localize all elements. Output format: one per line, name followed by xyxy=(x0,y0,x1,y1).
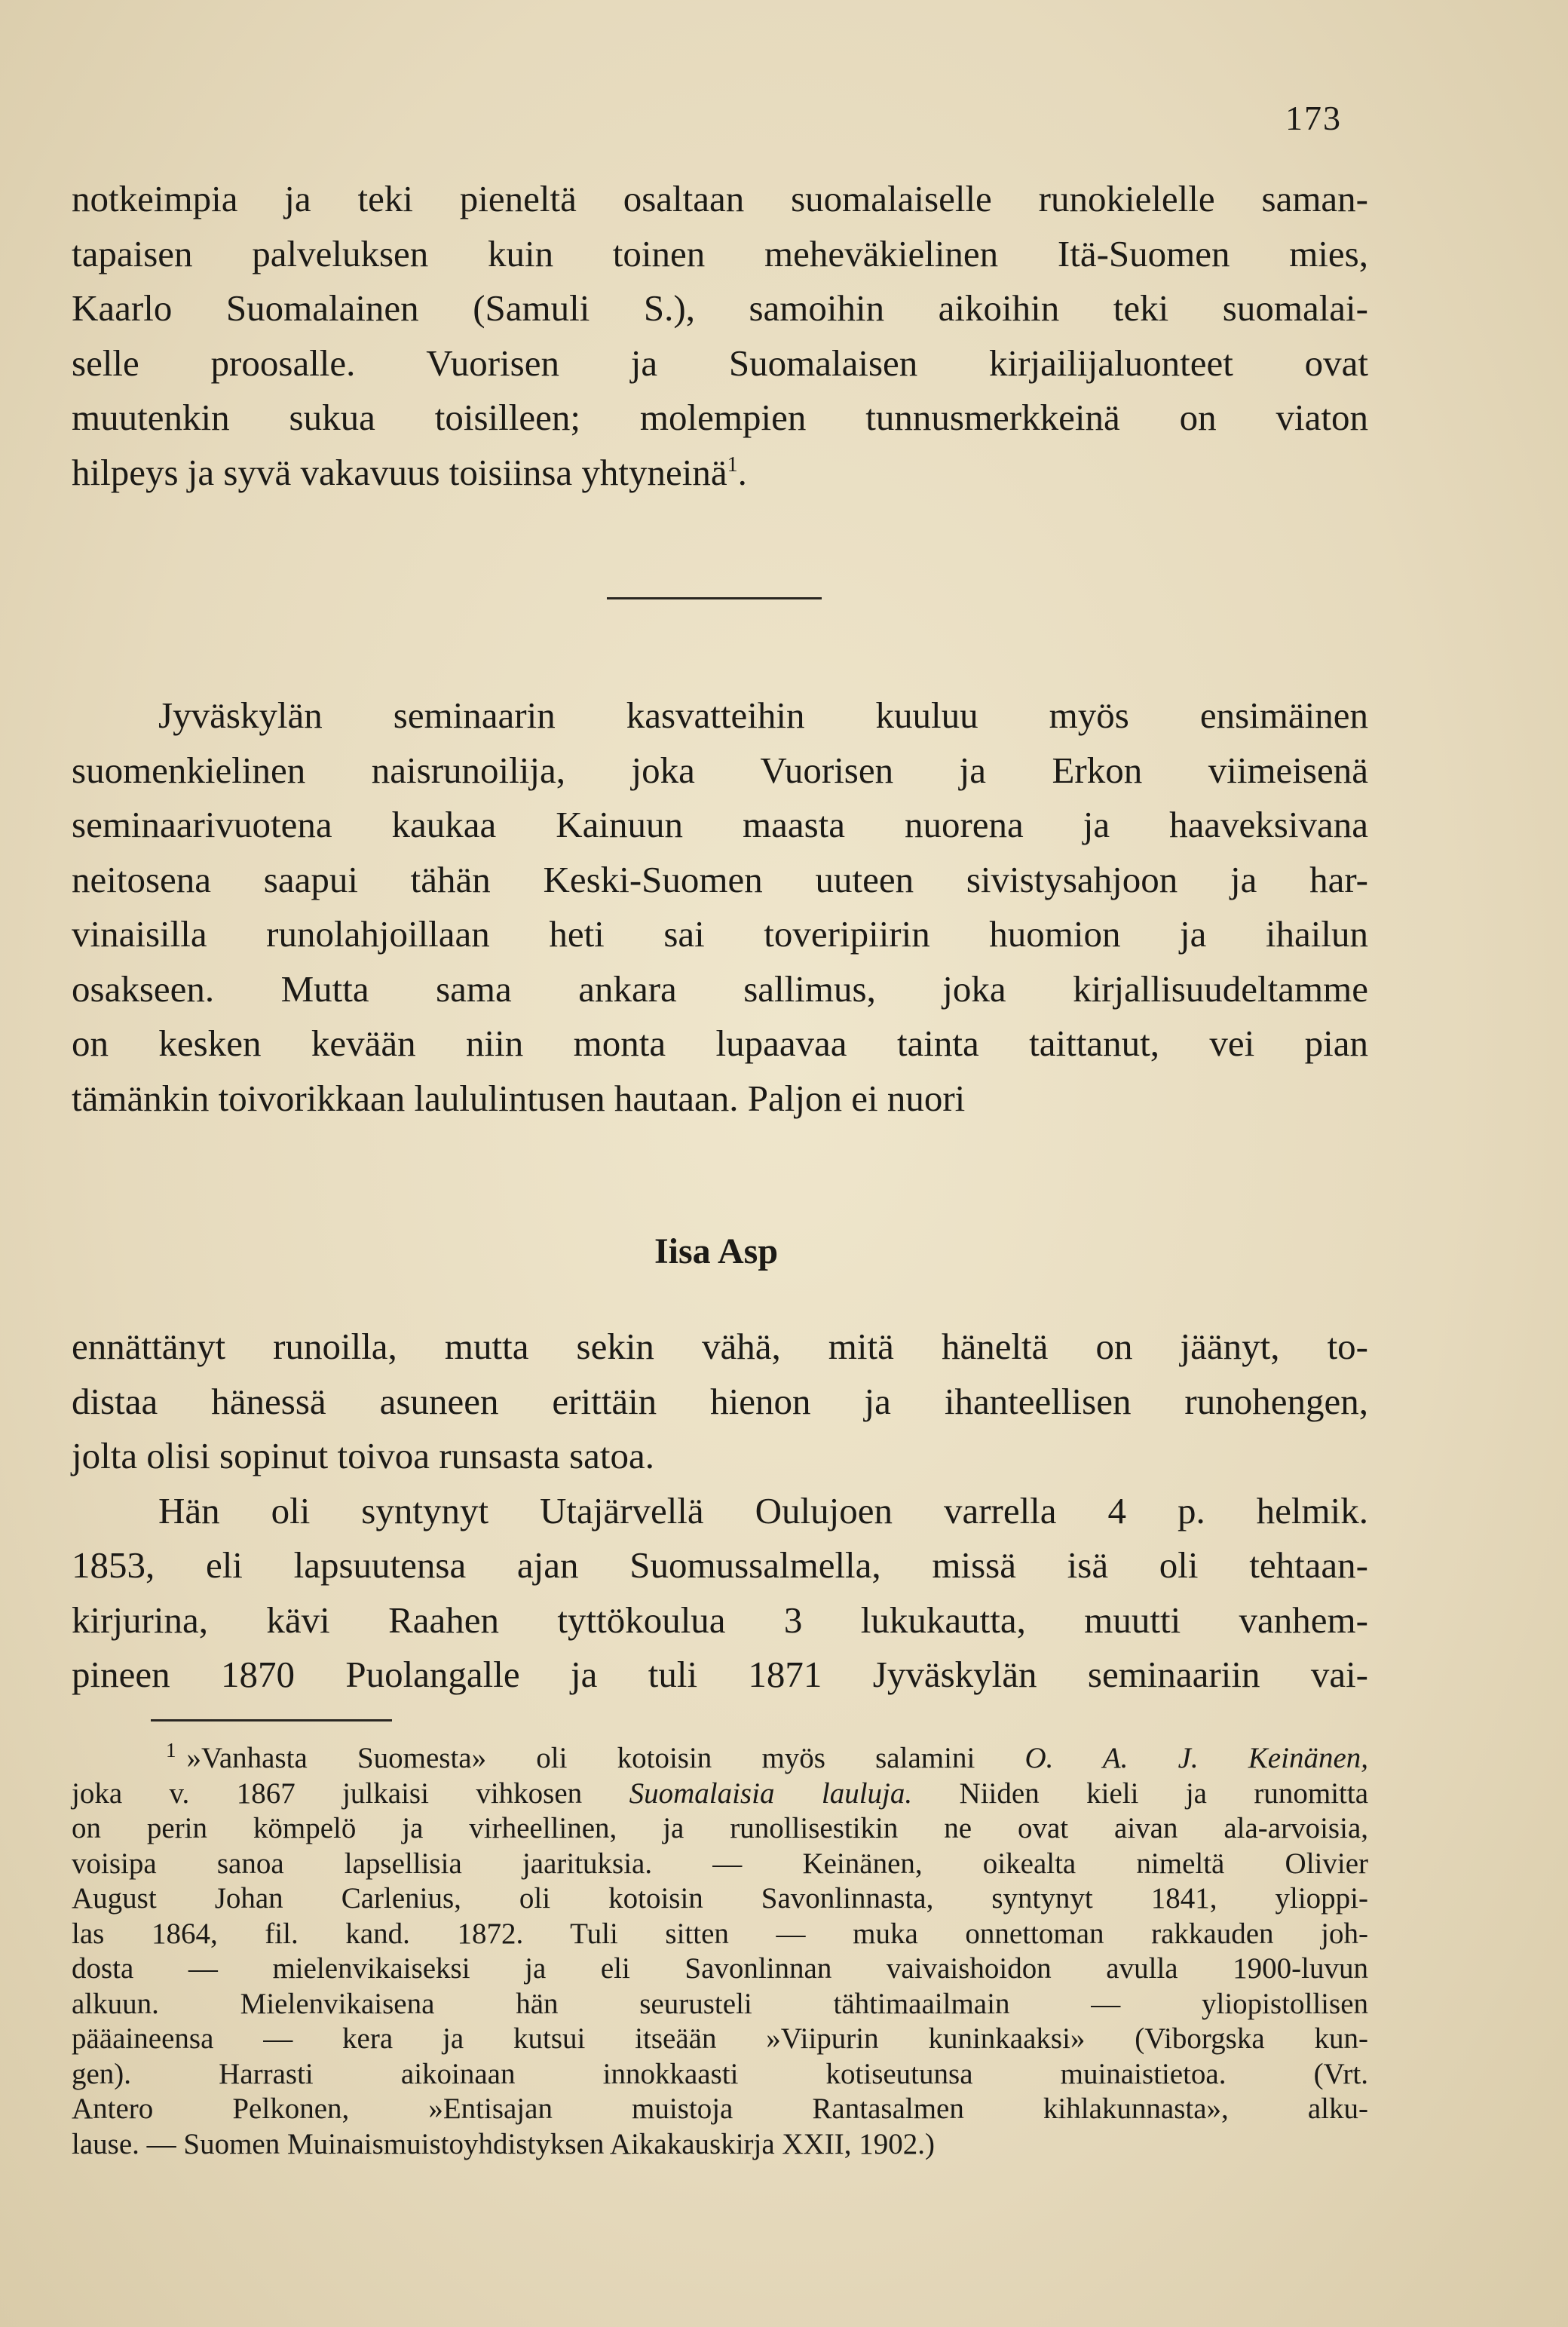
paragraph-3 xyxy=(72,1320,1368,1703)
section-divider xyxy=(607,597,822,599)
footnote-line: alkuun. Mielenvikaisena hän seurusteli tähtimaailmain — yliopistollisen xyxy=(72,1987,1368,2020)
text-line: vinaisilla runolahjoillaan heti sai toveripiirin huomion ja ihailun xyxy=(72,913,1368,955)
footnote-text: joka v. 1867 julkaisi vihkosen xyxy=(72,1777,583,1810)
footnote-line xyxy=(72,1777,1368,1812)
footnote-mark: 1 xyxy=(166,1739,176,1761)
text-line: kirjurina, kävi Raahen tyttökoulua 3 lukukautta, muutti vanhem- xyxy=(72,1599,1368,1641)
footnote-line: on perin kömpelö ja virheellinen, ja runollisestikin ne ovat aivan ala-arvoisia, xyxy=(72,1812,1368,1844)
footnote-line xyxy=(72,1733,1368,1777)
text-line: suomenkielinen naisrunoilija, joka Vuorisen ja Erkon viimeisenä xyxy=(72,749,1368,791)
footnote-line: pääaineensa — kera ja kutsui itseään »Viipurin kuninkaaksi» (Viborgska kun- xyxy=(72,2022,1368,2055)
footnote-line: dosta — mielenvikaiseksi ja eli Savonlinnan vaivaishoidon avulla 1900-luvun xyxy=(72,1952,1368,1985)
text-line: selle proosalle. Vuorisen ja Suomalaisen kirjailijaluonteet ovat xyxy=(72,342,1368,384)
text-line-content: hilpeys ja syvä vakavuus toisiinsa yhtyneinä xyxy=(72,451,727,493)
text-line-end: . xyxy=(737,451,747,493)
section-heading: Iisa Asp xyxy=(654,1231,779,1271)
text-line: Hän oli syntynyt Utajärvellä Oulujoen varrella 4 p. helmik. xyxy=(158,1489,1368,1531)
paragraph-2 xyxy=(72,688,1368,1126)
text-line: tapaisen palveluksen kuin toinen meheväkielinen Itä-Suomen mies, xyxy=(72,232,1368,274)
footnote xyxy=(72,1733,1368,2162)
footnote-reference: 1 xyxy=(727,452,738,477)
text-line: Kaarlo Suomalainen (Samuli S.), samoihin aikoihin teki suomalai- xyxy=(72,287,1368,329)
text-line: on kesken kevään niin monta lupaavaa tainta taittanut, vei pian xyxy=(72,1022,1368,1064)
footnote-line: lause. — Suomen Muinaismuistoyhdistyksen Aikakauskirja XXII, 1902.) xyxy=(72,2127,935,2160)
page-number: 173 xyxy=(1285,99,1342,137)
paragraph-1 xyxy=(72,172,1368,500)
text-line: Jyväskylän seminaarin kasvatteihin kuuluu myös ensimäinen xyxy=(158,694,1368,736)
text-line: 1853, eli lapsuutensa ajan Suomussalmella, missä isä oli tehtaan- xyxy=(72,1544,1368,1586)
text-line: notkeimpia ja teki pieneltä osaltaan suomalaiselle runokielelle saman- xyxy=(72,178,1368,219)
footnote-line: las 1864, fil. kand. 1872. Tuli sitten — muka onnettoman rakkauden joh- xyxy=(72,1917,1368,1950)
text-line: pineen 1870 Puolangalle ja tuli 1871 Jyväskylän seminaariin vai- xyxy=(72,1654,1368,1695)
footnote-line: August Johan Carlenius, oli kotoisin Savonlinnasta, syntynyt 1841, ylioppi- xyxy=(72,1882,1368,1915)
text-line: distaa hänessä asuneen erittäin hienon ja ihanteellisen runohengen, xyxy=(72,1380,1368,1422)
footnote-line: voisipa sanoa lapsellisia jaarituksia. — Keinänen, oikealta nimeltä Olivier xyxy=(72,1847,1368,1880)
text-line: seminaarivuotena kaukaa Kainuun maasta nuorena ja haaveksivana xyxy=(72,804,1368,845)
text-line: neitosena saapui tähän Keski-Suomen uuteen sivistysahjoon ja har- xyxy=(72,858,1368,900)
text-line: jolta olisi sopinut toivoa runsasta satoa. xyxy=(72,1435,655,1476)
text-line: osakseen. Mutta sama ankara sallimus, joka kirjallisuudeltamme xyxy=(72,967,1368,1010)
footnote-line: gen). Harrasti aikoinaan innokkaasti kotiseutunsa muinaistietoa. (Vrt. xyxy=(72,2057,1368,2090)
text-line: tämänkin toivorikkaan laululintusen hautaan. Paljon ei nuori xyxy=(72,1077,966,1119)
footnote-author: O. A. J. Keinänen, xyxy=(1024,1742,1369,1774)
footnote-title: Suomalaisia lauluja. xyxy=(629,1777,913,1810)
text-line xyxy=(72,446,1368,501)
text-line: muutenkin sukua toisilleen; molempien tunnusmerkkeinä on viaton xyxy=(72,397,1368,438)
text-line: ennättänyt runoilla, mutta sekin vähä, mitä häneltä on jäänyt, to- xyxy=(72,1326,1368,1367)
footnote-line: Antero Pelkonen, »Entisajan muistoja Rantasalmen kihlakunnasta», alku- xyxy=(72,2092,1368,2125)
footnote-divider xyxy=(151,1719,392,1721)
footnote-text: »Vanhasta Suomesta» oli kotoisin myös salamini xyxy=(186,1742,975,1774)
footnote-text: Niiden kieli ja runomitta xyxy=(959,1777,1369,1810)
